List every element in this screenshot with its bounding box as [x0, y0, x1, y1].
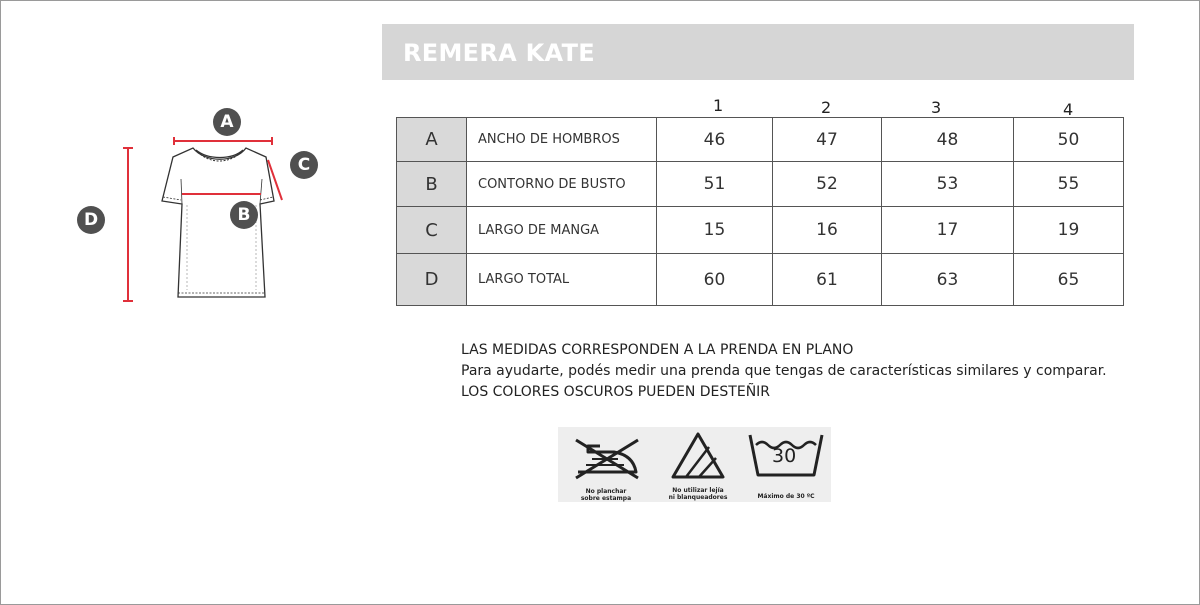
- row-value: 63: [882, 254, 1014, 306]
- row-value: 52: [773, 162, 882, 207]
- row-value: 17: [882, 207, 1014, 254]
- row-value: 16: [773, 207, 882, 254]
- garment-diagram: [70, 105, 330, 315]
- row-value: 55: [1014, 162, 1124, 207]
- row-value: 46: [657, 118, 773, 162]
- table-row: [397, 118, 1124, 162]
- care-instructions: [558, 427, 831, 502]
- row-value: 53: [882, 162, 1014, 207]
- row-value: 15: [657, 207, 773, 254]
- row-value: 19: [1014, 207, 1124, 254]
- measurement-notes: [461, 340, 1107, 403]
- badge-b: B: [230, 201, 258, 229]
- row-value: 50: [1014, 118, 1124, 162]
- size-header-1: 1: [713, 96, 724, 115]
- no-iron-icon: [566, 432, 646, 482]
- row-label: LARGO DE MANGA: [467, 207, 657, 254]
- size-table: [396, 117, 1124, 306]
- row-value: 65: [1014, 254, 1124, 306]
- badge-d: D: [77, 206, 105, 234]
- table-row: [397, 207, 1124, 254]
- iron-label: No planchar sobre estampa: [580, 488, 632, 502]
- badge-c: C: [290, 151, 318, 179]
- table-row: [397, 254, 1124, 306]
- row-value: 51: [657, 162, 773, 207]
- row-label: LARGO TOTAL: [467, 254, 657, 306]
- size-header-4: 4: [1063, 100, 1074, 119]
- title-bar: [382, 24, 1134, 80]
- row-value: 48: [882, 118, 1014, 162]
- measure-line-d: [123, 148, 133, 301]
- size-header-3: 3: [931, 98, 942, 117]
- tshirt-sketch: [70, 105, 330, 315]
- table-row: [397, 162, 1124, 207]
- row-letter: B: [397, 162, 467, 207]
- row-label: ANCHO DE HOMBROS: [467, 118, 657, 162]
- bleach-label: No utilizar lejía ni blanqueadores: [668, 487, 728, 501]
- size-header-2: 2: [821, 98, 832, 117]
- no-bleach-icon: [668, 430, 728, 482]
- badge-a: A: [213, 108, 241, 136]
- row-value: 61: [773, 254, 882, 306]
- row-letter: C: [397, 207, 467, 254]
- wash-temperature: 30: [772, 445, 797, 467]
- note-line: LAS MEDIDAS CORRESPONDEN A LA PRENDA EN PLANO: [461, 342, 854, 358]
- row-letter: D: [397, 254, 467, 306]
- row-value: 47: [773, 118, 882, 162]
- row-label: CONTORNO DE BUSTO: [467, 162, 657, 207]
- product-title: REMERA KATE: [403, 39, 595, 67]
- wash-label: Máximo de 30 ºC: [757, 493, 815, 500]
- row-letter: A: [397, 118, 467, 162]
- note-line: LOS COLORES OSCUROS PUEDEN DESTEÑIR: [461, 384, 771, 400]
- row-value: 60: [657, 254, 773, 306]
- measure-line-a: [174, 137, 272, 145]
- note-line: Para ayudarte, podés medir una prenda que tengas de características similares y comparar.: [461, 363, 1107, 379]
